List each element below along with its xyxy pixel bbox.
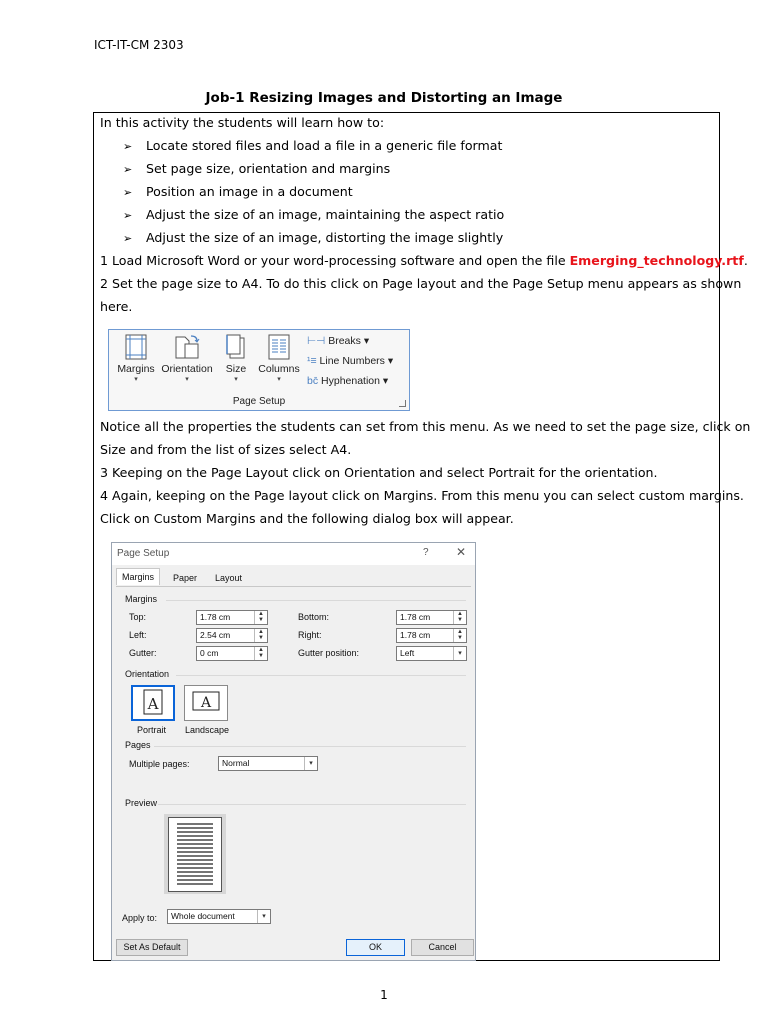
gutter-position-label: Gutter position:	[298, 648, 360, 658]
bullet-item: ➢ Adjust the size of an image, distorting the image slightly	[123, 230, 504, 245]
line-numbers-icon: ¹≡	[307, 355, 317, 367]
notice-text: Notice all the properties the students can set from this menu. As we need to set the page size, click on	[100, 419, 751, 434]
orientation-heading: Orientation	[125, 669, 170, 679]
set-as-default-button[interactable]: Set As Default	[116, 939, 188, 956]
dialog-launcher-icon[interactable]	[399, 400, 406, 407]
bottom-label: Bottom:	[298, 612, 330, 622]
arrow-bullet-icon: ➢	[123, 232, 133, 245]
step-1-text: 1 Load Microsoft Word or your word-processing software and open the file Emerging_technology.rtf.	[100, 253, 748, 268]
bullet-item: ➢ Set page size, orientation and margins	[123, 161, 391, 176]
chevron-down-icon: ▾	[304, 757, 317, 770]
cancel-button[interactable]: Cancel	[411, 939, 474, 956]
file-name: Emerging_technology.rtf	[569, 253, 744, 268]
step-4-text: 4 Again, keeping on the Page layout click on Margins. From this menu you can select custom margins.	[100, 488, 744, 503]
size-button[interactable]: Size ▾	[221, 334, 251, 384]
portrait-option[interactable]	[131, 685, 175, 721]
landscape-option[interactable]	[184, 685, 228, 721]
document-code: ICT-IT-CM 2303	[94, 38, 184, 52]
apply-to-label: Apply to:	[122, 913, 158, 923]
line-numbers-button[interactable]: ¹≡ Line Numbers ▾	[307, 355, 394, 367]
portrait-label: Portrait	[137, 725, 167, 735]
portrait-icon	[133, 687, 173, 719]
bottom-margin-spinner[interactable]: 1.78 cm ▲ ▼	[396, 610, 467, 625]
step-3-text: 3 Keeping on the Page Layout click on Orientation and select Portrait for the orientation.	[100, 465, 658, 480]
multiple-pages-label: Multiple pages:	[129, 759, 190, 769]
tab-paper[interactable]: Paper	[173, 573, 198, 583]
svg-text:A: A	[200, 695, 212, 711]
pages-heading: Pages	[125, 740, 151, 750]
bullet-item: ➢ Position an image in a document	[123, 184, 353, 199]
arrow-bullet-icon: ➢	[123, 186, 133, 199]
bullet-item: ➢ Locate stored files and load a file in a generic file format	[123, 138, 503, 153]
page-number: 1	[380, 988, 388, 1002]
hyphenation-button[interactable]: bc̄ Hyphenation ▾	[307, 375, 389, 387]
divider	[176, 675, 466, 676]
columns-icon	[267, 334, 291, 360]
help-icon[interactable]: ?	[423, 547, 429, 558]
margins-icon	[124, 334, 148, 360]
step-2-text: 2 Set the page size to A4. To do this click on Page layout and the Page Setup menu appears as shown	[100, 276, 742, 291]
arrow-bullet-icon: ➢	[123, 140, 133, 153]
bullet-item: ➢ Adjust the size of an image, maintaining the aspect ratio	[123, 207, 505, 222]
ok-button[interactable]: OK	[346, 939, 405, 956]
document-title: Job-1 Resizing Images and Distorting an Image	[205, 90, 563, 106]
tab-layout[interactable]: Layout	[215, 573, 243, 583]
top-margin-spinner[interactable]: 1.78 cm ▲ ▼	[196, 610, 268, 625]
margins-button[interactable]: Margins ▾	[115, 334, 157, 384]
page-preview-lines	[169, 818, 221, 891]
breaks-icon: ⊢⊣	[307, 335, 326, 347]
arrow-bullet-icon: ➢	[123, 209, 133, 222]
columns-button[interactable]: Columns ▾	[255, 334, 303, 384]
ribbon-group-label: Page Setup	[232, 396, 286, 407]
landscape-icon	[185, 686, 227, 720]
page-setup-ribbon	[108, 329, 410, 411]
svg-text:A: A	[147, 695, 159, 713]
page-size-icon	[225, 334, 247, 360]
landscape-label: Landscape	[185, 725, 230, 735]
breaks-button[interactable]: ⊢⊣ Breaks ▾	[307, 335, 370, 347]
chevron-down-icon: ▾	[453, 647, 466, 660]
divider	[154, 746, 466, 747]
margins-heading: Margins	[125, 594, 158, 604]
notice-text-cont: Size and from the list of sizes select A4.	[100, 442, 352, 457]
multiple-pages-select[interactable]: Normal ▾	[218, 756, 318, 771]
apply-to-select[interactable]: Whole document ▾	[167, 909, 271, 924]
gutter-spinner[interactable]: 0 cm ▲ ▼	[196, 646, 268, 661]
right-margin-spinner[interactable]: 1.78 cm ▲ ▼	[396, 628, 467, 643]
left-margin-spinner[interactable]: 2.54 cm ▲ ▼	[196, 628, 268, 643]
orientation-button[interactable]: Orientation ▾	[159, 334, 215, 384]
gutter-position-select[interactable]: Left ▾	[396, 646, 467, 661]
preview-heading: Preview	[125, 798, 158, 808]
intro-text: In this activity the students will learn how to:	[100, 115, 385, 130]
page-setup-dialog	[111, 542, 476, 961]
gutter-label: Gutter:	[129, 648, 157, 658]
close-icon[interactable]: ✕	[456, 545, 467, 559]
top-label: Top:	[129, 612, 147, 622]
divider	[166, 600, 466, 601]
step-2-text-cont: here.	[100, 299, 133, 314]
divider	[158, 804, 466, 805]
page-preview	[164, 814, 226, 894]
tab-margins[interactable]: Margins	[116, 568, 160, 585]
step-4-text-cont: Click on Custom Margins and the following dialog box will appear.	[100, 511, 514, 526]
chevron-down-icon: ▾	[257, 910, 270, 923]
margins-tab-panel	[116, 586, 471, 936]
arrow-bullet-icon: ➢	[123, 163, 133, 176]
left-label: Left:	[129, 630, 147, 640]
orientation-icon	[173, 334, 201, 360]
hyphenation-icon: bc̄	[307, 375, 319, 387]
dialog-titlebar	[112, 543, 475, 565]
dialog-title: Page Setup	[117, 548, 170, 559]
right-label: Right:	[298, 630, 322, 640]
